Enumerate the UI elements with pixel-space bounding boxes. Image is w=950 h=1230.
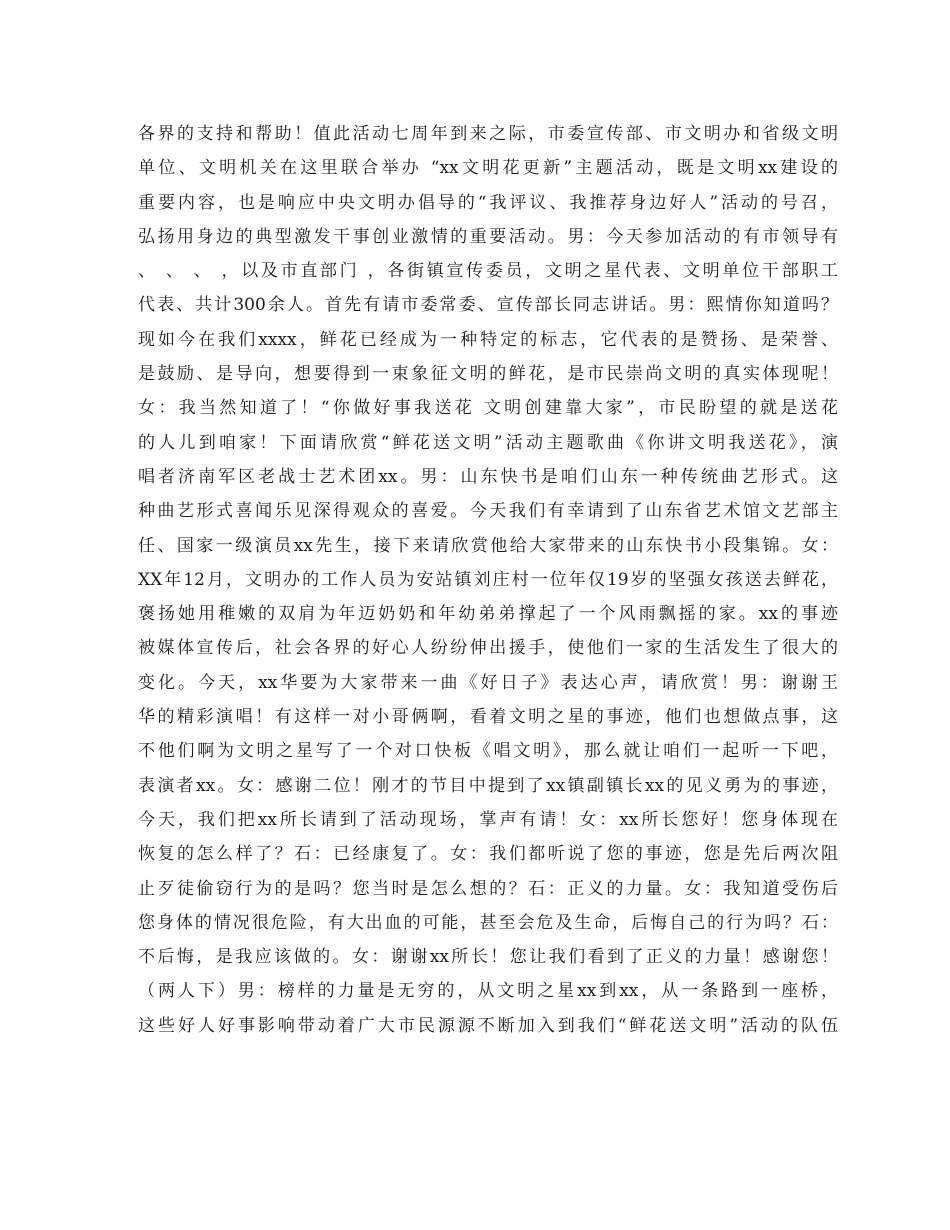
text-line: 表演者xx。女：感谢二位！刚才的节目中提到了xx镇副镇长xx的见义勇为的事迹， — [138, 775, 838, 796]
text-line: 华的精彩演唱！有这样一对小哥俩啊，看着文明之星的事迹，他们也想做点事，这 — [138, 707, 838, 728]
text-line: 恢复的怎么样了？石：已经康复了。女：我们都听说了您的事迹，您是先后两次阻 — [138, 844, 838, 865]
text-line: 代表、共计300余人。首先有请市委常委、宣传部长同志讲话。男：熙情你知道吗？ — [138, 295, 838, 316]
text-line: （两人下）男：榜样的力量是无穷的，从文明之星xx到xx，从一条路到一座桥， — [138, 981, 838, 1002]
text-line: 现如今在我们xxxx，鲜花已经成为一种特定的标志，它代表的是赞扬、是荣誉、 — [138, 329, 838, 350]
text-line: 女：我当然知道了！“你做好事我送花 文明创建靠大家”，市民盼望的就是送花 — [138, 398, 838, 419]
text-line: 重要内容，也是响应中央文明办倡导的“我评议、我推荐身边好人”活动的号召， — [138, 192, 838, 213]
text-line: 不后悔，是我应该做的。女：谢谢xx所长！您让我们看到了正义的力量！感谢您！ — [138, 947, 838, 968]
text-line: 您身体的情况很危险，有大出血的可能，甚至会危及生命，后悔自己的行为吗？石： — [138, 912, 838, 933]
text-line: 被媒体宣传后，社会各界的好心人纷纷伸出援手，使他们一家的生活发生了很大的 — [138, 638, 838, 659]
text-line: 这些好人好事影响带动着广大市民源源不断加入到我们“鲜花送文明”活动的队伍 — [138, 1015, 838, 1036]
text-line: 各界的支持和帮助！值此活动七周年到来之际，市委宣传部、市文明办和省级文明 — [138, 124, 838, 144]
text-line: 不他们啊为文明之星写了一个对口快板《唱文明》，那么就让咱们一起听一下吧， — [138, 741, 838, 762]
text-line: 弘扬用身边的典型激发干事创业激情的重要活动。男：今天参加活动的有市领导有 — [138, 226, 838, 247]
text-line: 今天，我们把xx所长请到了活动现场，掌声有请！女：xx所长您好！您身体现在 — [138, 809, 838, 830]
text-line: 是鼓励、是导向，想要得到一束象征文明的鲜花，是市民崇尚文明的真实体现呢！ — [138, 364, 838, 385]
text-line: XX年12月，文明办的工作人员为安站镇刘庄村一位年仅19岁的坚强女孩送去鲜花， — [138, 569, 838, 590]
text-line: 变化。今天，xx华要为大家带来一曲《好日子》表达心声，请欣赏！男：谢谢王 — [138, 672, 838, 693]
text-line: 、 、 、 ，以及市直部门 ，各街镇宣传委员，文明之星代表、文明单位干部职工 — [138, 261, 838, 282]
text-line: 单位、文明机关在这里联合举办 “xx文明花更新”主题活动，既是文明xx建设的 — [138, 158, 838, 179]
text-line: 唱者济南军区老战士艺术团xx。男：山东快书是咱们山东一种传统曲艺形式。这 — [138, 466, 838, 487]
body-paragraph — [138, 117, 838, 1043]
text-line: 的人儿到咱家！下面请欣赏“鲜花送文明”活动主题歌曲《你讲文明我送花》，演 — [138, 432, 838, 453]
text-line: 褒扬她用稚嫩的双肩为年迈奶奶和年幼弟弟撑起了一个风雨飘摇的家。xx的事迹 — [138, 604, 838, 625]
text-line: 任、国家一级演员xx先生，接下来请欣赏他给大家带来的山东快书小段集锦。女： — [138, 535, 838, 556]
text-line: 种曲艺形式喜闻乐见深得观众的喜爱。今天我们有幸请到了山东省艺术馆文艺部主 — [138, 501, 838, 522]
text-line: 止歹徒偷窃行为的是吗？您当时是怎么想的？石：正义的力量。女：我知道受伤后 — [138, 878, 838, 899]
